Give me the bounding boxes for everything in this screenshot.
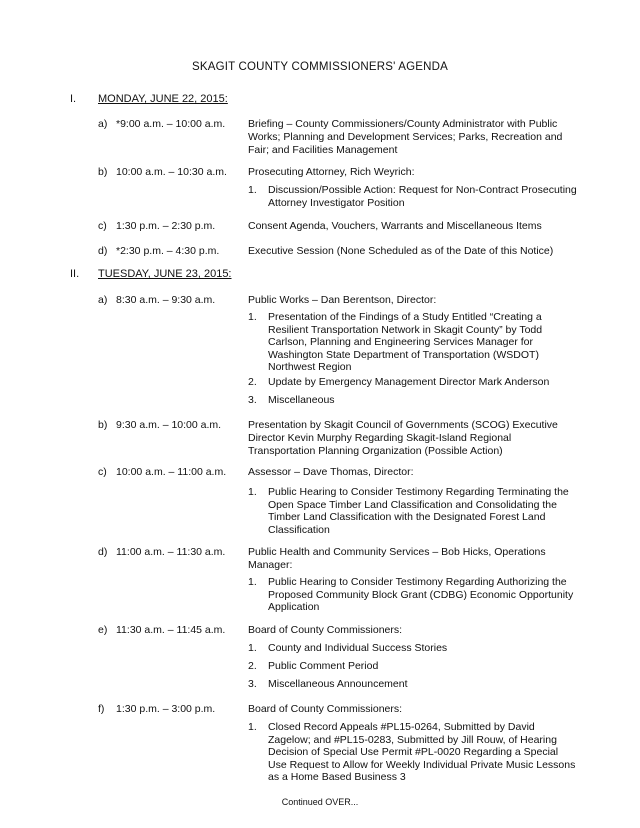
- sub-item-text: Miscellaneous: [268, 394, 335, 406]
- section-date: MONDAY, JUNE 22, 2015:: [98, 93, 228, 105]
- section-heading: [70, 268, 232, 280]
- item-time: 1:30 p.m. – 2:30 p.m.: [116, 220, 216, 232]
- sub-item-text: Update by Emergency Management Director Mark Anderson: [268, 376, 550, 388]
- item-description: Board of County Commissioners:: [248, 703, 403, 715]
- item-letter: c): [98, 220, 107, 232]
- section-date: TUESDAY, JUNE 23, 2015:: [98, 268, 232, 280]
- sub-item-number: 2.: [248, 376, 257, 388]
- sub-item-number: 1.: [248, 576, 257, 588]
- section-number: II.: [70, 268, 80, 280]
- sub-item-number: 1.: [248, 184, 257, 196]
- item-letter: b): [98, 166, 108, 178]
- sub-item-text: Presentation of the Findings of a Study Entitled “Creating a Resilient Transportation Network in Skagit County” by Todd Carlson, Planning and Engineering Services Manager for Washington State Department of Transportation (WSDOT) Northwest Region: [268, 311, 543, 373]
- sub-item-number: 1.: [248, 721, 257, 733]
- sub-item-text: Public Comment Period: [268, 660, 379, 672]
- item-time: 11:30 a.m. – 11:45 a.m.: [116, 624, 226, 636]
- sub-item-text: Discussion/Possible Action: Request for Non-Contract Prosecuting Attorney Investigator Position: [268, 184, 577, 209]
- item-description: Prosecuting Attorney, Rich Weyrich:: [248, 166, 415, 178]
- item-letter: c): [98, 466, 107, 478]
- sub-item-number: 3.: [248, 394, 257, 406]
- item-letter: d): [98, 546, 108, 558]
- section-number: I.: [70, 93, 77, 105]
- item-letter: f): [98, 703, 105, 715]
- sub-item-text: Miscellaneous Announcement: [268, 678, 408, 690]
- item-time: 8:30 a.m. – 9:30 a.m.: [116, 294, 216, 306]
- section-heading: [70, 93, 228, 105]
- item-letter: d): [98, 245, 108, 257]
- item-description: Briefing – County Commissioners/County Administrator with Public Works; Planning and Development Services; Parks, Recreation and Fair; and Facilities Management: [248, 118, 563, 156]
- item-time: 10:00 a.m. – 10:30 a.m.: [116, 166, 227, 178]
- sub-item-text: Closed Record Appeals #PL15-0264, Submitted by David Zagelow; and #PL15-0283, Submitted by Jill Rouw, of Hearing Decision of Special Use Permit #PL-0020 Regarding a Special Use Request to Allow for Weekly Individual Private Music Lessons as a Home Based Business 3: [268, 721, 576, 783]
- sub-item-number: 2.: [248, 660, 257, 672]
- item-description: Executive Session (None Scheduled as of the Date of this Notice): [248, 245, 554, 257]
- item-description: Presentation by Skagit Council of Governments (SCOG) Executive Director Kevin Murphy Regarding Skagit-Island Regional Transportation Planning Organization (Possible Action): [248, 419, 558, 457]
- item-description: Assessor – Dave Thomas, Director:: [248, 466, 414, 478]
- item-letter: e): [98, 624, 108, 636]
- item-description: Public Works – Dan Berentson, Director:: [248, 294, 437, 306]
- item-time: *2:30 p.m. – 4:30 p.m.: [116, 245, 220, 257]
- item-description: Consent Agenda, Vouchers, Warrants and Miscellaneous Items: [248, 220, 542, 232]
- item-time: 1:30 p.m. – 3:00 p.m.: [116, 703, 216, 715]
- item-letter: a): [98, 294, 108, 306]
- item-time: 11:00 a.m. – 11:30 a.m.: [116, 546, 226, 558]
- page-title: SKAGIT COUNTY COMMISSIONERS' AGENDA: [191, 61, 449, 73]
- item-letter: b): [98, 419, 108, 431]
- sub-item-text: Public Hearing to Consider Testimony Regarding Terminating the Open Space Timber Land Classification and Consolidating the Timber Land Classification with the Designated Forest Land Classification: [268, 486, 569, 536]
- sub-item-number: 1.: [248, 311, 257, 323]
- item-time: *9:00 a.m. – 10:00 a.m.: [116, 118, 226, 130]
- sub-item-text: County and Individual Success Stories: [268, 642, 448, 654]
- item-time: 10:00 a.m. – 11:00 a.m.: [116, 466, 227, 478]
- sub-item-number: 3.: [248, 678, 257, 690]
- item-description: Board of County Commissioners:: [248, 624, 403, 636]
- sub-item-number: 1.: [248, 642, 257, 654]
- sub-item-number: 1.: [248, 486, 257, 498]
- item-time: 9:30 a.m. – 10:00 a.m.: [116, 419, 222, 431]
- continued-note: Continued OVER...: [281, 797, 359, 807]
- item-letter: a): [98, 118, 108, 130]
- sub-item-text: Public Hearing to Consider Testimony Regarding Authorizing the Proposed Community Block Grant (CDBG) Economic Opportunity Application: [268, 576, 574, 613]
- item-description: Public Health and Community Services – Bob Hicks, Operations Manager:: [248, 546, 546, 571]
